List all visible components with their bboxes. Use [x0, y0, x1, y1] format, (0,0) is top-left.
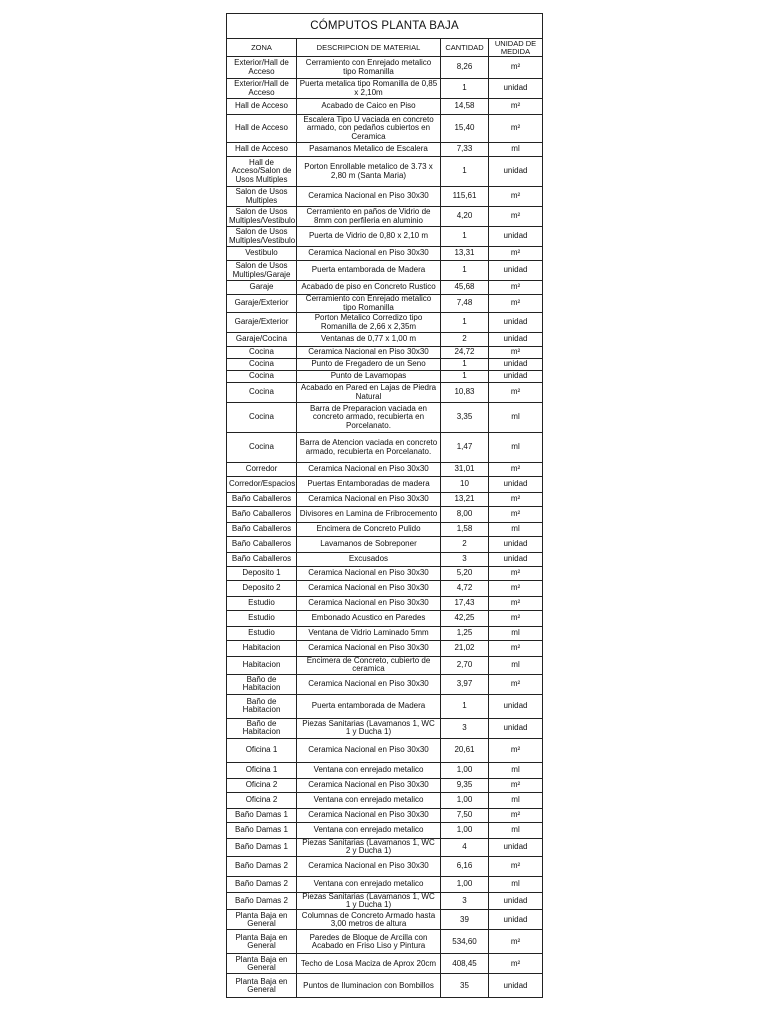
cell-cantidad: 13,21: [441, 493, 489, 507]
table-row: [227, 792, 543, 808]
table-row: [227, 611, 543, 627]
computos-table: [226, 13, 543, 998]
table-row: [227, 838, 543, 856]
cell-zona: Corredor/Espacios: [227, 477, 297, 493]
cell-unidad: m²: [489, 674, 543, 694]
table-row: [227, 694, 543, 718]
cell-unidad: m²: [489, 115, 543, 143]
cell-unidad: ml: [489, 627, 543, 641]
cell-cantidad: 6,16: [441, 856, 489, 876]
table-row: [227, 143, 543, 157]
table-row: [227, 537, 543, 553]
cell-cantidad: 115,61: [441, 187, 489, 207]
cell-unidad: m²: [489, 611, 543, 627]
cell-descripcion: Cerramiento con Enrejado metalico tipo Romanilla: [297, 295, 441, 313]
cell-descripcion: Ceramica Nacional en Piso 30x30: [297, 493, 441, 507]
cell-unidad: m²: [489, 808, 543, 822]
cell-zona: Cocina: [227, 383, 297, 403]
cell-zona: Oficina 2: [227, 792, 297, 808]
table-row: [227, 674, 543, 694]
cell-descripcion: Ceramica Nacional en Piso 30x30: [297, 641, 441, 657]
cell-unidad: ml: [489, 822, 543, 838]
cell-unidad: unidad: [489, 371, 543, 383]
cell-zona: Vestibulo: [227, 247, 297, 261]
table-row: [227, 808, 543, 822]
cell-zona: Baño de Habitacion: [227, 674, 297, 694]
cell-descripcion: Embonado Acustico en Paredes: [297, 611, 441, 627]
cell-zona: Garaje/Cocina: [227, 333, 297, 347]
table-row: [227, 227, 543, 247]
table-row: [227, 778, 543, 792]
cell-cantidad: 2,70: [441, 657, 489, 675]
cell-cantidad: 8,00: [441, 507, 489, 523]
cell-unidad: unidad: [489, 227, 543, 247]
cell-zona: Hall de Acceso/Salon de Usos Multiples: [227, 157, 297, 187]
cell-descripcion: Punto de Fregadero de un Seno: [297, 359, 441, 371]
cell-cantidad: 10: [441, 477, 489, 493]
table-title: CÓMPUTOS PLANTA BAJA: [227, 14, 543, 39]
cell-zona: Salon de Usos Multiples/Garaje: [227, 261, 297, 281]
cell-zona: Salon de Usos Multiples/Vestibulo: [227, 207, 297, 227]
cell-zona: Estudio: [227, 597, 297, 611]
cell-cantidad: 5,20: [441, 567, 489, 581]
cell-zona: Baño Damas 1: [227, 822, 297, 838]
table-row: [227, 910, 543, 930]
cell-cantidad: 3,97: [441, 674, 489, 694]
cell-zona: Habitacion: [227, 641, 297, 657]
cell-cantidad: 13,31: [441, 247, 489, 261]
cell-zona: Hall de Acceso: [227, 143, 297, 157]
cell-unidad: unidad: [489, 718, 543, 738]
cell-cantidad: 7,33: [441, 143, 489, 157]
cell-descripcion: Ventanas de 0,77 x 1,00 m: [297, 333, 441, 347]
cell-unidad: m²: [489, 930, 543, 954]
table-row: [227, 347, 543, 359]
cell-unidad: ml: [489, 403, 543, 433]
cell-cantidad: 14,58: [441, 99, 489, 115]
cell-descripcion: Ventana con enrejado metalico: [297, 762, 441, 778]
cell-zona: Deposito 2: [227, 581, 297, 597]
cell-cantidad: 1,00: [441, 762, 489, 778]
cell-unidad: ml: [489, 762, 543, 778]
cell-descripcion: Excusados: [297, 553, 441, 567]
table-row: [227, 856, 543, 876]
cell-unidad: m²: [489, 493, 543, 507]
cell-zona: Baño Caballeros: [227, 553, 297, 567]
cell-descripcion: Ceramica Nacional en Piso 30x30: [297, 808, 441, 822]
cell-unidad: unidad: [489, 359, 543, 371]
table-row: [227, 57, 543, 79]
computos-sheet: [226, 13, 542, 998]
cell-zona: Baño Caballeros: [227, 507, 297, 523]
cell-cantidad: 10,83: [441, 383, 489, 403]
cell-zona: Salon de Usos Multiples/Vestibulo: [227, 227, 297, 247]
cell-unidad: ml: [489, 143, 543, 157]
cell-unidad: m²: [489, 738, 543, 762]
cell-descripcion: Techo de Losa Maciza de Aprox 20cm: [297, 954, 441, 974]
cell-unidad: unidad: [489, 553, 543, 567]
cell-zona: Garaje: [227, 281, 297, 295]
table-row: [227, 892, 543, 910]
cell-unidad: m²: [489, 207, 543, 227]
table-row: [227, 333, 543, 347]
cell-descripcion: Puerta entamborada de Madera: [297, 694, 441, 718]
cell-cantidad: 3,35: [441, 403, 489, 433]
cell-descripcion: Ceramica Nacional en Piso 30x30: [297, 187, 441, 207]
cell-zona: Cocina: [227, 433, 297, 463]
table-row: [227, 523, 543, 537]
cell-unidad: ml: [489, 433, 543, 463]
cell-descripcion: Ventana con enrejado metalico: [297, 822, 441, 838]
cell-unidad: m²: [489, 581, 543, 597]
cell-unidad: unidad: [489, 974, 543, 998]
header-unidad: UNIDAD DE MEDIDA: [489, 39, 543, 57]
cell-unidad: m²: [489, 295, 543, 313]
cell-cantidad: 1,47: [441, 433, 489, 463]
table-row: [227, 738, 543, 762]
cell-cantidad: 1: [441, 157, 489, 187]
cell-descripcion: Ventana con enrejado metalico: [297, 792, 441, 808]
cell-descripcion: Ceramica Nacional en Piso 30x30: [297, 856, 441, 876]
cell-zona: Estudio: [227, 611, 297, 627]
table-row: [227, 371, 543, 383]
table-row: [227, 99, 543, 115]
table-row: [227, 493, 543, 507]
table-row: [227, 247, 543, 261]
table-row: [227, 207, 543, 227]
cell-unidad: unidad: [489, 477, 543, 493]
cell-unidad: m²: [489, 641, 543, 657]
cell-unidad: m²: [489, 856, 543, 876]
cell-cantidad: 4: [441, 838, 489, 856]
cell-cantidad: 7,48: [441, 295, 489, 313]
table-row: [227, 359, 543, 371]
table-body: [227, 57, 543, 998]
table-row: [227, 507, 543, 523]
cell-descripcion: Ceramica Nacional en Piso 30x30: [297, 778, 441, 792]
cell-cantidad: 1: [441, 227, 489, 247]
cell-cantidad: 1: [441, 694, 489, 718]
cell-zona: Planta Baja en General: [227, 910, 297, 930]
cell-unidad: ml: [489, 523, 543, 537]
cell-cantidad: 31,01: [441, 463, 489, 477]
cell-zona: Oficina 1: [227, 738, 297, 762]
cell-descripcion: Acabado de piso en Concreto Rustico: [297, 281, 441, 295]
cell-cantidad: 3: [441, 892, 489, 910]
cell-unidad: m²: [489, 507, 543, 523]
cell-zona: Baño Damas 2: [227, 892, 297, 910]
cell-zona: Hall de Acceso: [227, 115, 297, 143]
cell-descripcion: Piezas Sanitarias (Lavamanos 1, WC 1 y Ducha 1): [297, 892, 441, 910]
cell-descripcion: Acabado en Pared en Lajas de Piedra Natural: [297, 383, 441, 403]
cell-zona: Oficina 2: [227, 778, 297, 792]
cell-descripcion: Porton Metalico Corredizo tipo Romanilla de 2,66 x 2,35m: [297, 313, 441, 333]
table-row: [227, 627, 543, 641]
cell-zona: Baño Caballeros: [227, 523, 297, 537]
cell-zona: Salon de Usos Multiples: [227, 187, 297, 207]
cell-descripcion: Lavamanos de Sobreponer: [297, 537, 441, 553]
cell-descripcion: Puertas Entamboradas de madera: [297, 477, 441, 493]
table-row: [227, 313, 543, 333]
cell-cantidad: 8,26: [441, 57, 489, 79]
cell-unidad: ml: [489, 792, 543, 808]
cell-zona: Baño Damas 1: [227, 808, 297, 822]
cell-cantidad: 17,43: [441, 597, 489, 611]
table-row: [227, 581, 543, 597]
cell-cantidad: 9,35: [441, 778, 489, 792]
table-row: [227, 187, 543, 207]
cell-descripcion: Puerta entamborada de Madera: [297, 261, 441, 281]
cell-cantidad: 4,20: [441, 207, 489, 227]
cell-zona: Exterior/Hall de Acceso: [227, 57, 297, 79]
table-row: [227, 954, 543, 974]
cell-cantidad: 1: [441, 79, 489, 99]
cell-unidad: unidad: [489, 537, 543, 553]
cell-descripcion: Cerramiento con Enrejado metalico tipo Romanilla: [297, 57, 441, 79]
cell-cantidad: 2: [441, 537, 489, 553]
table-row: [227, 657, 543, 675]
cell-unidad: m²: [489, 187, 543, 207]
cell-unidad: unidad: [489, 838, 543, 856]
cell-zona: Garaje/Exterior: [227, 313, 297, 333]
cell-cantidad: 1,00: [441, 822, 489, 838]
cell-descripcion: Pasamanos Metalico de Escalera: [297, 143, 441, 157]
cell-cantidad: 39: [441, 910, 489, 930]
header-zona: ZONA: [227, 39, 297, 57]
cell-unidad: m²: [489, 597, 543, 611]
cell-zona: Deposito 1: [227, 567, 297, 581]
header-cantidad: CANTIDAD: [441, 39, 489, 57]
cell-descripcion: Ceramica Nacional en Piso 30x30: [297, 463, 441, 477]
cell-descripcion: Puerta de Vidrio de 0,80 x 2,10 m: [297, 227, 441, 247]
cell-unidad: unidad: [489, 261, 543, 281]
cell-zona: Hall de Acceso: [227, 99, 297, 115]
cell-zona: Planta Baja en General: [227, 954, 297, 974]
cell-zona: Corredor: [227, 463, 297, 477]
cell-descripcion: Puntos de Iluminacion con Bombillos: [297, 974, 441, 998]
cell-unidad: unidad: [489, 892, 543, 910]
cell-unidad: unidad: [489, 333, 543, 347]
header-descripcion: DESCRIPCION DE MATERIAL: [297, 39, 441, 57]
cell-unidad: m²: [489, 57, 543, 79]
table-row: [227, 597, 543, 611]
cell-zona: Cocina: [227, 359, 297, 371]
cell-descripcion: Ceramica Nacional en Piso 30x30: [297, 347, 441, 359]
cell-descripcion: Barra de Preparacion vaciada en concreto armado, recubierta en Porcelanato.: [297, 403, 441, 433]
table-row: [227, 876, 543, 892]
cell-cantidad: 45,68: [441, 281, 489, 295]
table-row: [227, 822, 543, 838]
cell-descripcion: Ceramica Nacional en Piso 30x30: [297, 567, 441, 581]
table-row: [227, 930, 543, 954]
table-row: [227, 718, 543, 738]
table-row: [227, 477, 543, 493]
table-row: [227, 157, 543, 187]
cell-descripcion: Ceramica Nacional en Piso 30x30: [297, 738, 441, 762]
cell-zona: Baño Damas 2: [227, 876, 297, 892]
cell-descripcion: Paredes de Bloque de Arcilla con Acabado en Friso Liso y Pintura: [297, 930, 441, 954]
cell-cantidad: 1,25: [441, 627, 489, 641]
table-row: [227, 641, 543, 657]
cell-unidad: m²: [489, 778, 543, 792]
cell-zona: Planta Baja en General: [227, 974, 297, 998]
cell-unidad: unidad: [489, 694, 543, 718]
cell-zona: Baño de Habitacion: [227, 718, 297, 738]
cell-cantidad: 35: [441, 974, 489, 998]
cell-zona: Baño Damas 1: [227, 838, 297, 856]
cell-unidad: ml: [489, 876, 543, 892]
cell-zona: Baño de Habitacion: [227, 694, 297, 718]
table-row: [227, 79, 543, 99]
cell-descripcion: Piezas Sanitarias (Lavamanos 1, WC 2 y Ducha 1): [297, 838, 441, 856]
cell-unidad: unidad: [489, 79, 543, 99]
table-row: [227, 115, 543, 143]
table-row: [227, 261, 543, 281]
cell-unidad: ml: [489, 657, 543, 675]
table-row: [227, 762, 543, 778]
cell-descripcion: Punto de Lavamopas: [297, 371, 441, 383]
cell-unidad: m²: [489, 347, 543, 359]
cell-cantidad: 3: [441, 553, 489, 567]
cell-descripcion: Ceramica Nacional en Piso 30x30: [297, 247, 441, 261]
cell-descripcion: Escalera Tipo U vaciada en concreto armado, con pedaños cubiertos en Ceramica: [297, 115, 441, 143]
cell-descripcion: Barra de Atencion vaciada en concreto armado, recubierta en Porcelanato.: [297, 433, 441, 463]
cell-descripcion: Ventana con enrejado metalico: [297, 876, 441, 892]
cell-cantidad: 1: [441, 371, 489, 383]
cell-zona: Planta Baja en General: [227, 930, 297, 954]
cell-descripcion: Ceramica Nacional en Piso 30x30: [297, 597, 441, 611]
cell-cantidad: 1,58: [441, 523, 489, 537]
cell-cantidad: 4,72: [441, 581, 489, 597]
cell-zona: Garaje/Exterior: [227, 295, 297, 313]
cell-zona: Baño Damas 2: [227, 856, 297, 876]
cell-unidad: unidad: [489, 313, 543, 333]
cell-descripcion: Puerta metalica tipo Romanilla de 0,85 x 2,10m: [297, 79, 441, 99]
cell-cantidad: 20,61: [441, 738, 489, 762]
cell-cantidad: 1: [441, 261, 489, 281]
table-row: [227, 553, 543, 567]
cell-unidad: unidad: [489, 157, 543, 187]
cell-zona: Cocina: [227, 371, 297, 383]
cell-cantidad: 15,40: [441, 115, 489, 143]
cell-descripcion: Encimera de Concreto, cubierto de ceramica: [297, 657, 441, 675]
cell-cantidad: 3: [441, 718, 489, 738]
cell-cantidad: 7,50: [441, 808, 489, 822]
cell-cantidad: 534,60: [441, 930, 489, 954]
cell-zona: Cocina: [227, 403, 297, 433]
table-row: [227, 463, 543, 477]
cell-zona: Cocina: [227, 347, 297, 359]
cell-unidad: m²: [489, 954, 543, 974]
cell-zona: Baño Caballeros: [227, 537, 297, 553]
cell-zona: Oficina 1: [227, 762, 297, 778]
cell-unidad: m²: [489, 99, 543, 115]
table-row: [227, 567, 543, 581]
table-row: [227, 295, 543, 313]
cell-cantidad: 2: [441, 333, 489, 347]
cell-descripcion: Ceramica Nacional en Piso 30x30: [297, 674, 441, 694]
cell-unidad: m²: [489, 383, 543, 403]
cell-zona: Habitacion: [227, 657, 297, 675]
table-row: [227, 281, 543, 295]
table-row: [227, 974, 543, 998]
cell-unidad: m²: [489, 463, 543, 477]
cell-descripcion: Cerramiento en paños de Vidrio de 8mm con perfileria en aluminio: [297, 207, 441, 227]
cell-zona: Baño Caballeros: [227, 493, 297, 507]
cell-descripcion: Ventana de Vidrio Laminado 5mm: [297, 627, 441, 641]
cell-cantidad: 24,72: [441, 347, 489, 359]
cell-cantidad: 1: [441, 359, 489, 371]
cell-cantidad: 1,00: [441, 792, 489, 808]
cell-zona: Exterior/Hall de Acceso: [227, 79, 297, 99]
cell-unidad: m²: [489, 567, 543, 581]
cell-cantidad: 1: [441, 313, 489, 333]
cell-descripcion: Ceramica Nacional en Piso 30x30: [297, 581, 441, 597]
cell-unidad: m²: [489, 281, 543, 295]
table-row: [227, 403, 543, 433]
cell-descripcion: Porton Enrollable metalico de 3.73 x 2,80 m (Santa Maria): [297, 157, 441, 187]
cell-descripcion: Divisores en Lamina de Fribrocemento: [297, 507, 441, 523]
cell-unidad: unidad: [489, 910, 543, 930]
cell-cantidad: 42,25: [441, 611, 489, 627]
cell-cantidad: 21,02: [441, 641, 489, 657]
cell-zona: Estudio: [227, 627, 297, 641]
cell-cantidad: 1,00: [441, 876, 489, 892]
table-row: [227, 433, 543, 463]
cell-cantidad: 408,45: [441, 954, 489, 974]
cell-descripcion: Encimera de Concreto Pulido: [297, 523, 441, 537]
table-row: [227, 383, 543, 403]
cell-unidad: m²: [489, 247, 543, 261]
cell-descripcion: Acabado de Caico en Piso: [297, 99, 441, 115]
cell-descripcion: Columnas de Concreto Armado hasta 3,00 metros de altura: [297, 910, 441, 930]
cell-descripcion: Piezas Sanitarias (Lavamanos 1, WC 1 y Ducha 1): [297, 718, 441, 738]
